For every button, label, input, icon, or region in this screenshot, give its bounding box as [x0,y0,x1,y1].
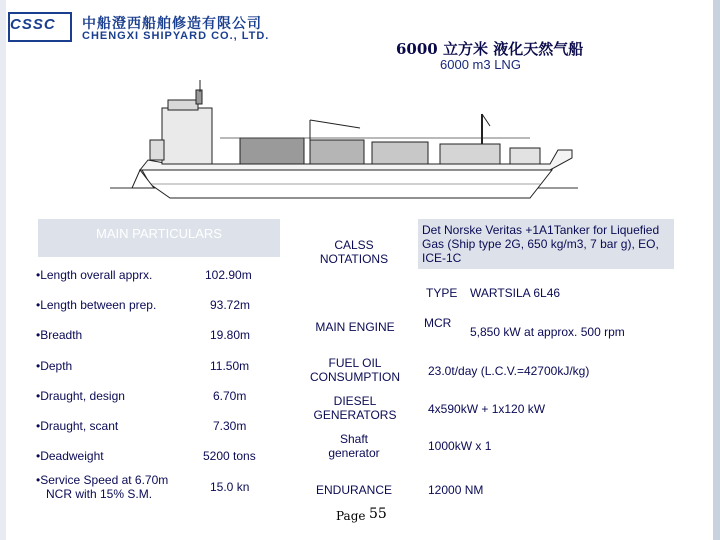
engine-type-value: WARTSILA 6L46 [470,286,561,300]
left-edge-bar [0,0,6,540]
diesel-generators-label: DIESEL GENERATORS [313,394,397,422]
particular-value-service-speed: 15.0 kn [210,480,250,494]
right-edge-bar [713,0,720,540]
company-name-cn: 中船澄西船舶修造有限公司 [82,16,262,32]
particular-label-loa: •Length overall apprx. [36,268,153,282]
particular-label-depth: •Depth [36,359,73,373]
particular-value-breadth: 19.80m [210,328,251,342]
page-label: Page [336,509,366,523]
class-notations-value: Det Norske Veritas +1A1Tanker for Liquefied Gas (Ship type 2G, 650 kg/m3, 7 bar g), EO, ICE-1C [422,223,660,265]
particular-label-lbp: •Length between prep. [36,298,157,312]
engine-type-label: TYPE [426,286,458,300]
machinery-labels-panel [298,278,414,500]
particular-value-deadweight: 5200 tons [203,449,256,463]
mcr-label: MCR [424,316,452,330]
shaft-generator-value: 1000kW x 1 [428,439,492,453]
diesel-generators-value: 4x590kW + 1x120 kW [428,402,546,416]
fuel-consumption-label: FUEL OIL CONSUMPTION [310,356,400,384]
particular-value-loa: 102.90m [205,268,252,282]
main-engine-label: MAIN ENGINE [315,320,395,334]
particular-label-draught-design: •Draught, design [36,389,125,403]
particular-label-deadweight: •Deadweight [36,449,104,463]
slide-title-en: 6000 m3 LNG [440,57,521,72]
endurance-label: ENDURANCE [316,483,393,497]
page-number: 55 [369,506,387,522]
class-notations-label: CALSS NOTATIONS [319,238,389,266]
particular-label-breadth: •Breadth [36,328,83,342]
shaft-generator-label: Shaft generator [328,432,380,460]
particular-label-service-speed-cont: NCR with 15% S.M. [46,487,153,501]
mcr-value: 5,850 kW at approx. 500 rpm [470,325,625,339]
particular-value-lbp: 93.72m [210,298,251,312]
company-name-en: CHENGXI SHIPYARD CO., LTD. [82,30,270,42]
particular-label-service-speed: •Service Speed at 6.70m [36,473,169,487]
fuel-consumption-value: 23.0t/day (L.C.V.=42700kJ/kg) [428,364,590,378]
particular-value-depth: 11.50m [210,359,250,373]
endurance-value: 12000 NM [428,483,484,497]
particular-value-draught-design: 6.70m [213,389,247,403]
logo-text: CSSC [10,16,56,33]
slide-title-cn: 6000 立方米 液化天然气船 [396,40,584,58]
ship-profile-drawing [110,80,580,210]
particular-value-draught-scant: 7.30m [213,419,247,433]
main-particulars-heading: MAIN PARTICULARS [96,226,222,241]
machinery-values-panel [418,276,674,500]
particular-label-draught-scant: •Draught, scant [36,419,119,433]
